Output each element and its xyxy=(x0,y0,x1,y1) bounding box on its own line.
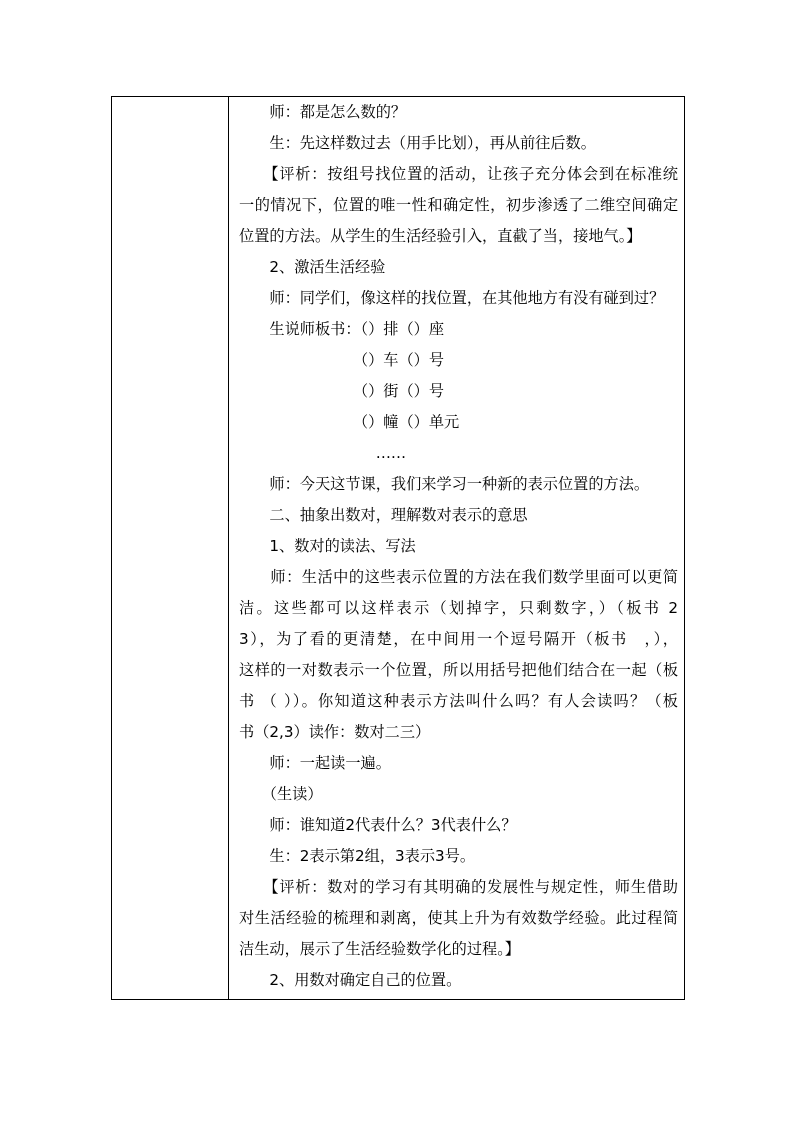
lesson-table xyxy=(111,96,685,1000)
text-line: 洁。这些都可以这样表示（划掉字，只剩数字，）（板书 2 xyxy=(239,599,678,617)
content-cell xyxy=(229,97,684,999)
text-line: 2、激活生活经验 xyxy=(239,258,386,276)
text-line: 生：先这样数过去（用手比划），再从前往后数。 xyxy=(239,134,596,152)
text-line: 一的情况下，位置的唯一性和确定性，初步渗透了二维空间确定 xyxy=(239,196,678,214)
left-column-cell xyxy=(112,97,229,999)
text-line: 2、用数对确定自己的位置。 xyxy=(239,971,462,989)
text-line: 师：都是怎么数的？ xyxy=(239,103,407,121)
text-line: …… xyxy=(239,444,407,462)
text-line: 师：生活中的这些表示位置的方法在我们数学里面可以更简 xyxy=(239,568,678,586)
text-line: 1、数对的读法、写法 xyxy=(239,537,416,555)
text-line: （生读） xyxy=(239,785,323,803)
text-line: 【评析：按组号找位置的活动，让孩子充分体会到在标准统 xyxy=(239,165,678,183)
text-line: 洁生动，展示了生活经验数学化的过程。】 xyxy=(239,940,520,958)
text-line: 师：一起读一遍。 xyxy=(239,754,391,772)
text-line: （）车（）号 xyxy=(239,351,445,369)
text-line: 生：2表示第2组，3表示3号。 xyxy=(239,847,476,865)
text-line: 这样的一对数表示一个位置，所以用括号把他们结合在一起（板 xyxy=(239,661,678,679)
text-line: 师：同学们，像这样的找位置，在其他地方有没有碰到过？ xyxy=(239,289,665,307)
text-line: 书 （ ））。你知道这种表示方法叫什么吗？有人会读吗？（板 xyxy=(239,692,678,710)
text-line: （）街（）号 xyxy=(239,382,445,400)
text-line: 3），为了看的更清楚，在中间用一个逗号隔开（板书 ，）， xyxy=(239,630,678,648)
text-line: 位置的方法。从学生的生活经验引入，直截了当，接地气。】 xyxy=(239,227,642,245)
text-line: 对生活经验的梳理和剥离，使其上升为有效数学经验。此过程简 xyxy=(239,909,678,927)
text-line: 师：今天这节课，我们来学习一种新的表示位置的方法。 xyxy=(239,475,650,493)
text-line: 师：谁知道2代表什么？3代表什么？ xyxy=(239,816,517,834)
text-line: 二、抽象出数对，理解数对表示的意思 xyxy=(239,506,528,524)
text-line: （）幢（）单元 xyxy=(239,413,460,431)
text-line: 生说师板书：（）排（）座 xyxy=(239,320,445,338)
text-line: 【评析：数对的学习有其明确的发展性与规定性，师生借助 xyxy=(239,878,678,896)
text-line: 书（2,3）读作：数对二三） xyxy=(239,723,431,741)
